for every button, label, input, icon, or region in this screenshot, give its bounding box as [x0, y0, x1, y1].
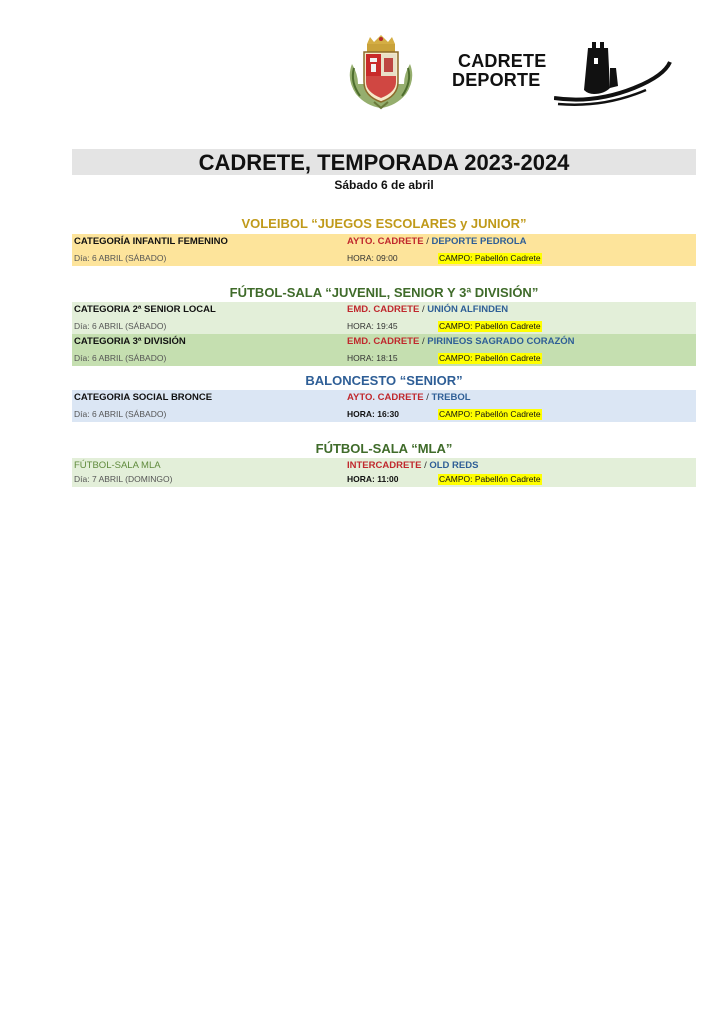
match-category: CATEGORIA SOCIAL BRONCE [74, 392, 213, 403]
page-subtitle: Sábado 6 de abril [334, 178, 434, 192]
match-venue: CAMPO: Pabellón Cadrete [439, 409, 541, 419]
away-team: UNIÓN ALFINDEN [427, 304, 509, 315]
match-time: HORA: 11:00 [347, 474, 399, 484]
match-row [72, 334, 696, 350]
match-day: Día: 6 ABRIL (SÁBADO) [74, 253, 167, 263]
cadrete-deporte-logo [452, 38, 674, 106]
away-team: TREBOL [431, 392, 471, 403]
match-time: HORA: 16:30 [347, 409, 399, 419]
match-teams [347, 302, 508, 318]
match-detail-row [72, 471, 696, 487]
match-day: Día: 6 ABRIL (SÁBADO) [74, 409, 167, 419]
home-team: AYTO. CADRETE [347, 392, 424, 403]
match-teams [347, 390, 471, 406]
home-team: EMD. CADRETE [347, 304, 420, 315]
match-time: HORA: 19:45 [347, 321, 398, 331]
match-category: FÚTBOL-SALA MLA [74, 460, 161, 471]
match-detail-row [72, 250, 696, 266]
town-crest-icon [344, 34, 418, 110]
team-separator: / [424, 460, 427, 471]
page-title-bar [72, 149, 696, 175]
match-venue: CAMPO: Pabellón Cadrete [439, 474, 541, 484]
match-row [72, 302, 696, 318]
section-title-baloncesto: BALONCESTO “SENIOR” [305, 373, 463, 388]
match-category: CATEGORÍA INFANTIL FEMENINO [74, 236, 228, 247]
away-team: PIRINEOS SAGRADO CORAZÓN [427, 336, 575, 347]
team-separator: / [426, 392, 429, 403]
match-day: Día: 7 ABRIL (DOMINGO) [74, 474, 173, 484]
match-venue: CAMPO: Pabellón Cadrete [439, 353, 541, 363]
match-detail-row [72, 350, 696, 366]
header-logos [344, 34, 674, 110]
match-time: HORA: 18:15 [347, 353, 398, 363]
away-team: OLD REDS [429, 460, 479, 471]
brand-line1: CADRETE [458, 51, 547, 71]
match-detail-row [72, 406, 696, 422]
away-team: DEPORTE PEDROLA [431, 236, 527, 247]
match-category: CATEGORIA 2ª SENIOR LOCAL [74, 304, 216, 315]
section-title-futbol-sala: FÚTBOL-SALA “JUVENIL, SENIOR Y 3ª DIVISIÓN” [229, 285, 539, 300]
team-separator: / [426, 236, 429, 247]
castle-tower-icon [554, 38, 674, 106]
match-category: CATEGORIA 3ª DIVISIÓN [74, 336, 186, 347]
section-title-voleibol: VOLEIBOL “JUEGOS ESCOLARES y JUNIOR” [241, 216, 527, 231]
page-title: CADRETE, TEMPORADA 2023-2024 [198, 150, 570, 175]
home-team: INTERCADRETE [347, 460, 422, 471]
section-title-futbol-sala-mla: FÚTBOL-SALA “MLA” [315, 441, 453, 456]
team-separator: / [421, 336, 425, 347]
match-venue: CAMPO: Pabellón Cadrete [439, 321, 541, 331]
match-day: Día: 6 ABRIL (SÁBADO) [74, 321, 167, 331]
match-teams [347, 234, 526, 250]
match-time: HORA: 09:00 [347, 253, 398, 263]
home-team: EMD. CADRETE [347, 336, 420, 347]
match-venue: CAMPO: Pabellón Cadrete [439, 253, 541, 263]
match-row [72, 390, 696, 406]
match-teams [347, 334, 575, 350]
match-row [72, 234, 696, 250]
team-separator: / [421, 304, 425, 315]
match-day: Día: 6 ABRIL (SÁBADO) [74, 353, 167, 363]
brand-line2: DEPORTE [452, 70, 541, 90]
match-detail-row [72, 318, 696, 334]
home-team: AYTO. CADRETE [347, 236, 424, 247]
